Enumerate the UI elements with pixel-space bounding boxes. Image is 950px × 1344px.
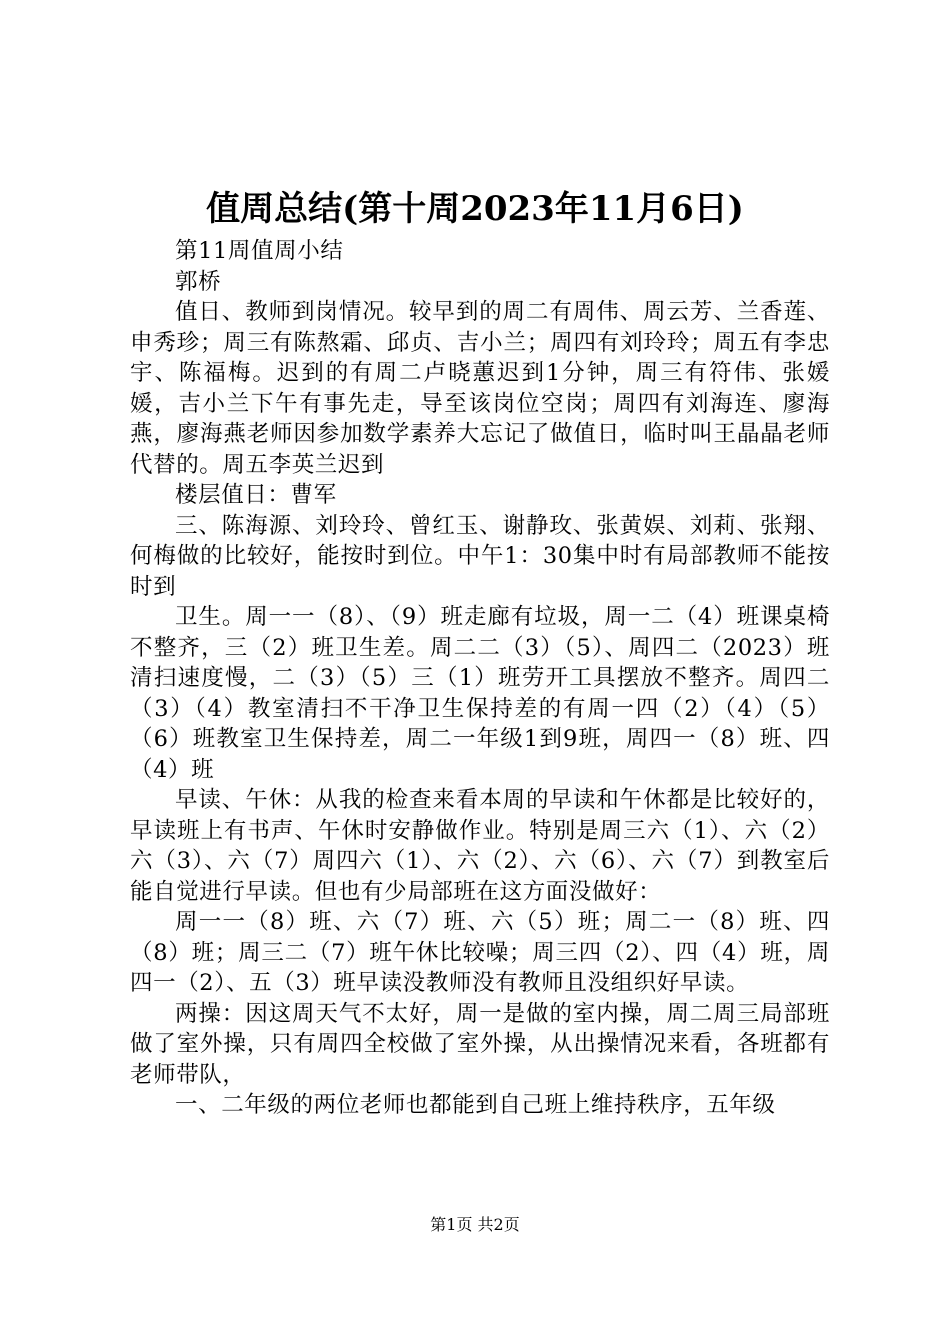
week-summary-heading: 第11周值周小结 [175, 238, 344, 264]
paragraph-grade-teachers: 一、二年级的两位老师也都能到自己班上维持秩序，五年级 [175, 1092, 776, 1118]
paragraph-floor-duty: 楼层值日：曹军 [175, 482, 337, 508]
paragraph-hygiene: 卫生。周一一（8）、（9）班走廊有垃圾，周一二（4）班课桌椅不整齐，三（2）班卫生差。周二二（3）（5）、周四二（2023）班清扫速度慢，二（3）（5）三（1）班劳开工具摆放不整齐。周四二（3）（4）教室清扫不干净卫生保持差的有周一四（2）（4）（5）（6）班教室卫生保持差，周二一年级1到9班，周四一（8）班、四（4）班 [130, 604, 830, 783]
paragraph-exercises: 两操：因这周天气不太好，周一是做的室内操，周二周三局部班做了室外操，只有周四全校做了室外操，从出操情况来看，各班都有老师带队， [130, 1000, 830, 1088]
document-title: 值周总结(第十周2023年11月6日) [206, 189, 744, 229]
document-body [130, 236, 830, 1121]
page-number: 第1页 共2页 [430, 1215, 520, 1234]
paragraph-teacher-attendance: 值日、教师到岗情况。较早到的周二有周伟、周云芳、兰香莲、申秀珍；周三有陈熬霜、邱贞、吉小兰；周四有刘玲玲；周五有李忠宇、陈福梅。迟到的有周二卢晓蕙迟到1分钟，周三有符伟、张媛媛，吉小兰下午有事先走，导至该岗位空岗；周四有刘海连、廖海燕，廖海燕老师因参加数学素养大忘记了做值日，临时叫王晶晶老师代替的。周五李英兰迟到 [130, 299, 830, 478]
paragraph-morning-reading: 早读、午休：从我的检查来看本周的早读和午休都是比较好的，早读班上有书声、午休时安静做作业。特别是周三六（1）、六（2）六（3）、六（7）周四六（1）、六（2）、六（6）、六（7）到教室后能自觉进行早读。但也有少局部班在这方面没做好： [130, 787, 830, 905]
paragraph-punctual-teachers: 三、陈海源、刘玲玲、曾红玉、谢静玫、张黄娱、刘莉、张翔、何梅做的比较好，能按时到位。中午1：30集中时有局部教师不能按时到 [130, 512, 830, 600]
paragraph-classes-not-done-well: 周一一（8）班、六（7）班、六（5）班；周二一（8）班、四（8）班；周三二（7）班午休比较噪；周三四（2）、四（4）班，周四一（2）、五（3）班早读没教师没有教师且没组织好早读。 [130, 909, 830, 996]
author-name: 郭桥 [175, 268, 222, 295]
